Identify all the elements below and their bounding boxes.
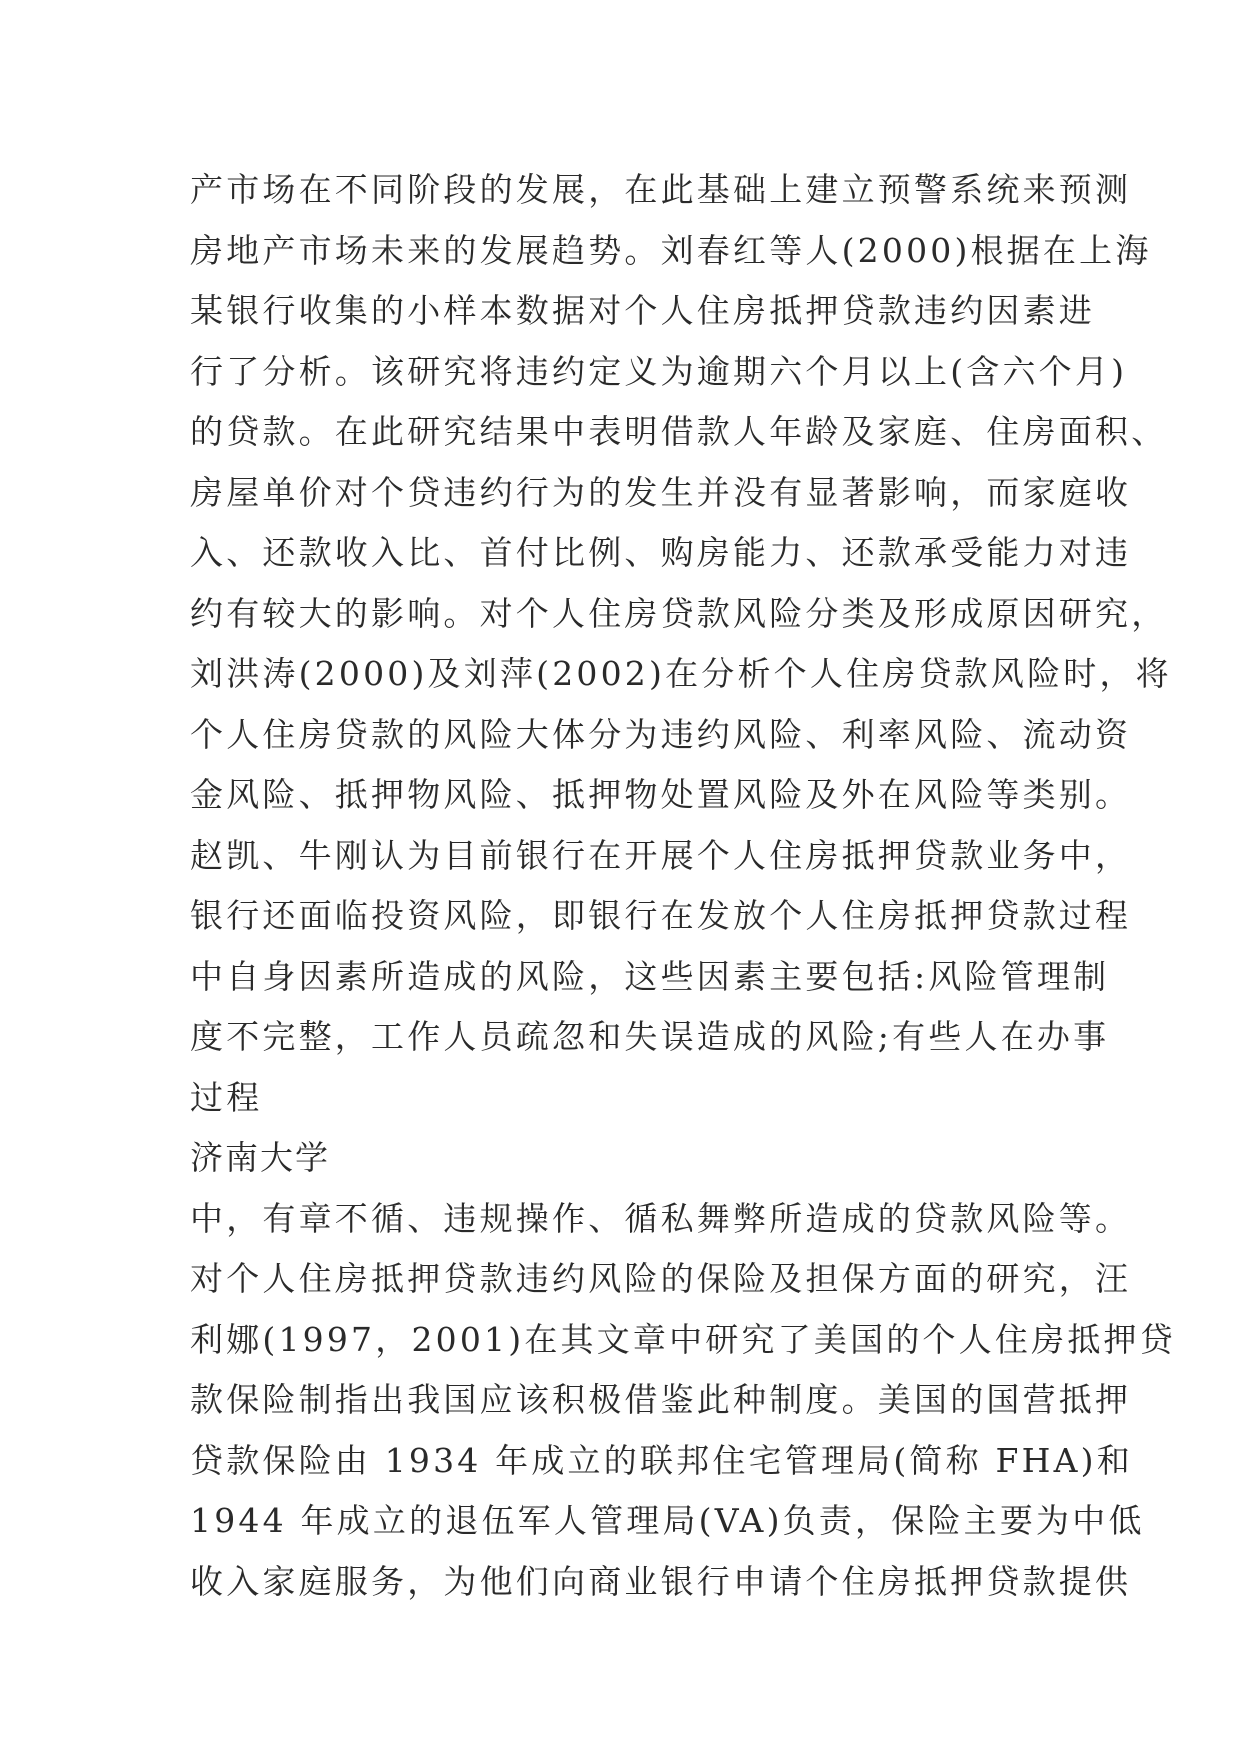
text-line: 过程: [190, 1077, 263, 1117]
text-line: 产市场在不同阶段的发展，在此基础上建立预警系统来预测: [190, 170, 1132, 209]
text-line: 房屋单价对个贷违约行为的发生并没有显著影响，而家庭收: [190, 472, 1132, 512]
text-line: 贷款保险由 1934 年成立的联邦住宅管理局(简称 FHA)和: [190, 1440, 1133, 1480]
text-line: 对个人住房抵押贷款违约风险的保险及担保方面的研究，汪: [190, 1259, 1132, 1298]
running-header: 济南大学: [190, 1138, 330, 1177]
text-line: 房地产市场未来的发展趋势。刘春红等人(2000)根据在上海: [190, 230, 1152, 270]
text-line: 约有较大的影响。对个人住房贷款风险分类及形成原因研究，: [190, 593, 1168, 633]
text-line: 入、还款收入比、首付比例、购房能力、还款承受能力对违: [190, 533, 1132, 572]
text-line: 度不完整，工作人员疏忽和失误造成的风险;有些人在办事: [190, 1017, 1110, 1056]
text-line: 个人住房贷款的风险大体分为违约风险、利率风险、流动资: [190, 714, 1132, 754]
text-line: 金风险、抵押物风险、抵押物处置风险及外在风险等类别。: [190, 775, 1132, 814]
text-line: 利娜(1997，2001)在其文章中研究了美国的个人住房抵押贷: [190, 1319, 1176, 1359]
text-line: 中自身因素所造成的风险，这些因素主要包括:风险管理制: [190, 956, 1110, 996]
text-line: 某银行收集的小样本数据对个人住房抵押贷款违约因素进: [190, 291, 1095, 330]
text-line: 的贷款。在此研究结果中表明借款人年龄及家庭、住房面积、: [190, 412, 1168, 451]
text-line: 刘洪涛(2000)及刘萍(2002)在分析个人住房贷款风险时，将: [190, 654, 1172, 693]
text-line: 银行还面临投资风险，即银行在发放个人住房抵押贷款过程: [190, 896, 1132, 935]
text-line: 收入家庭服务，为他们向商业银行申请个住房抵押贷款提供: [190, 1561, 1132, 1601]
text-line: 1944 年成立的退伍军人管理局(VA)负责，保险主要为中低: [190, 1501, 1145, 1540]
body-text: [190, 160, 1176, 1612]
text-line: 赵凯、牛刚认为目前银行在开展个人住房抵押贷款业务中，: [190, 835, 1132, 875]
text-line: 中，有章不循、违规操作、循私舞弊所造成的贷款风险等。: [190, 1198, 1132, 1238]
text-line: 行了分析。该研究将违约定义为逾期六个月以上(含六个月): [190, 351, 1128, 391]
text-line: 款保险制指出我国应该积极借鉴此种制度。美国的国营抵押: [190, 1380, 1132, 1419]
